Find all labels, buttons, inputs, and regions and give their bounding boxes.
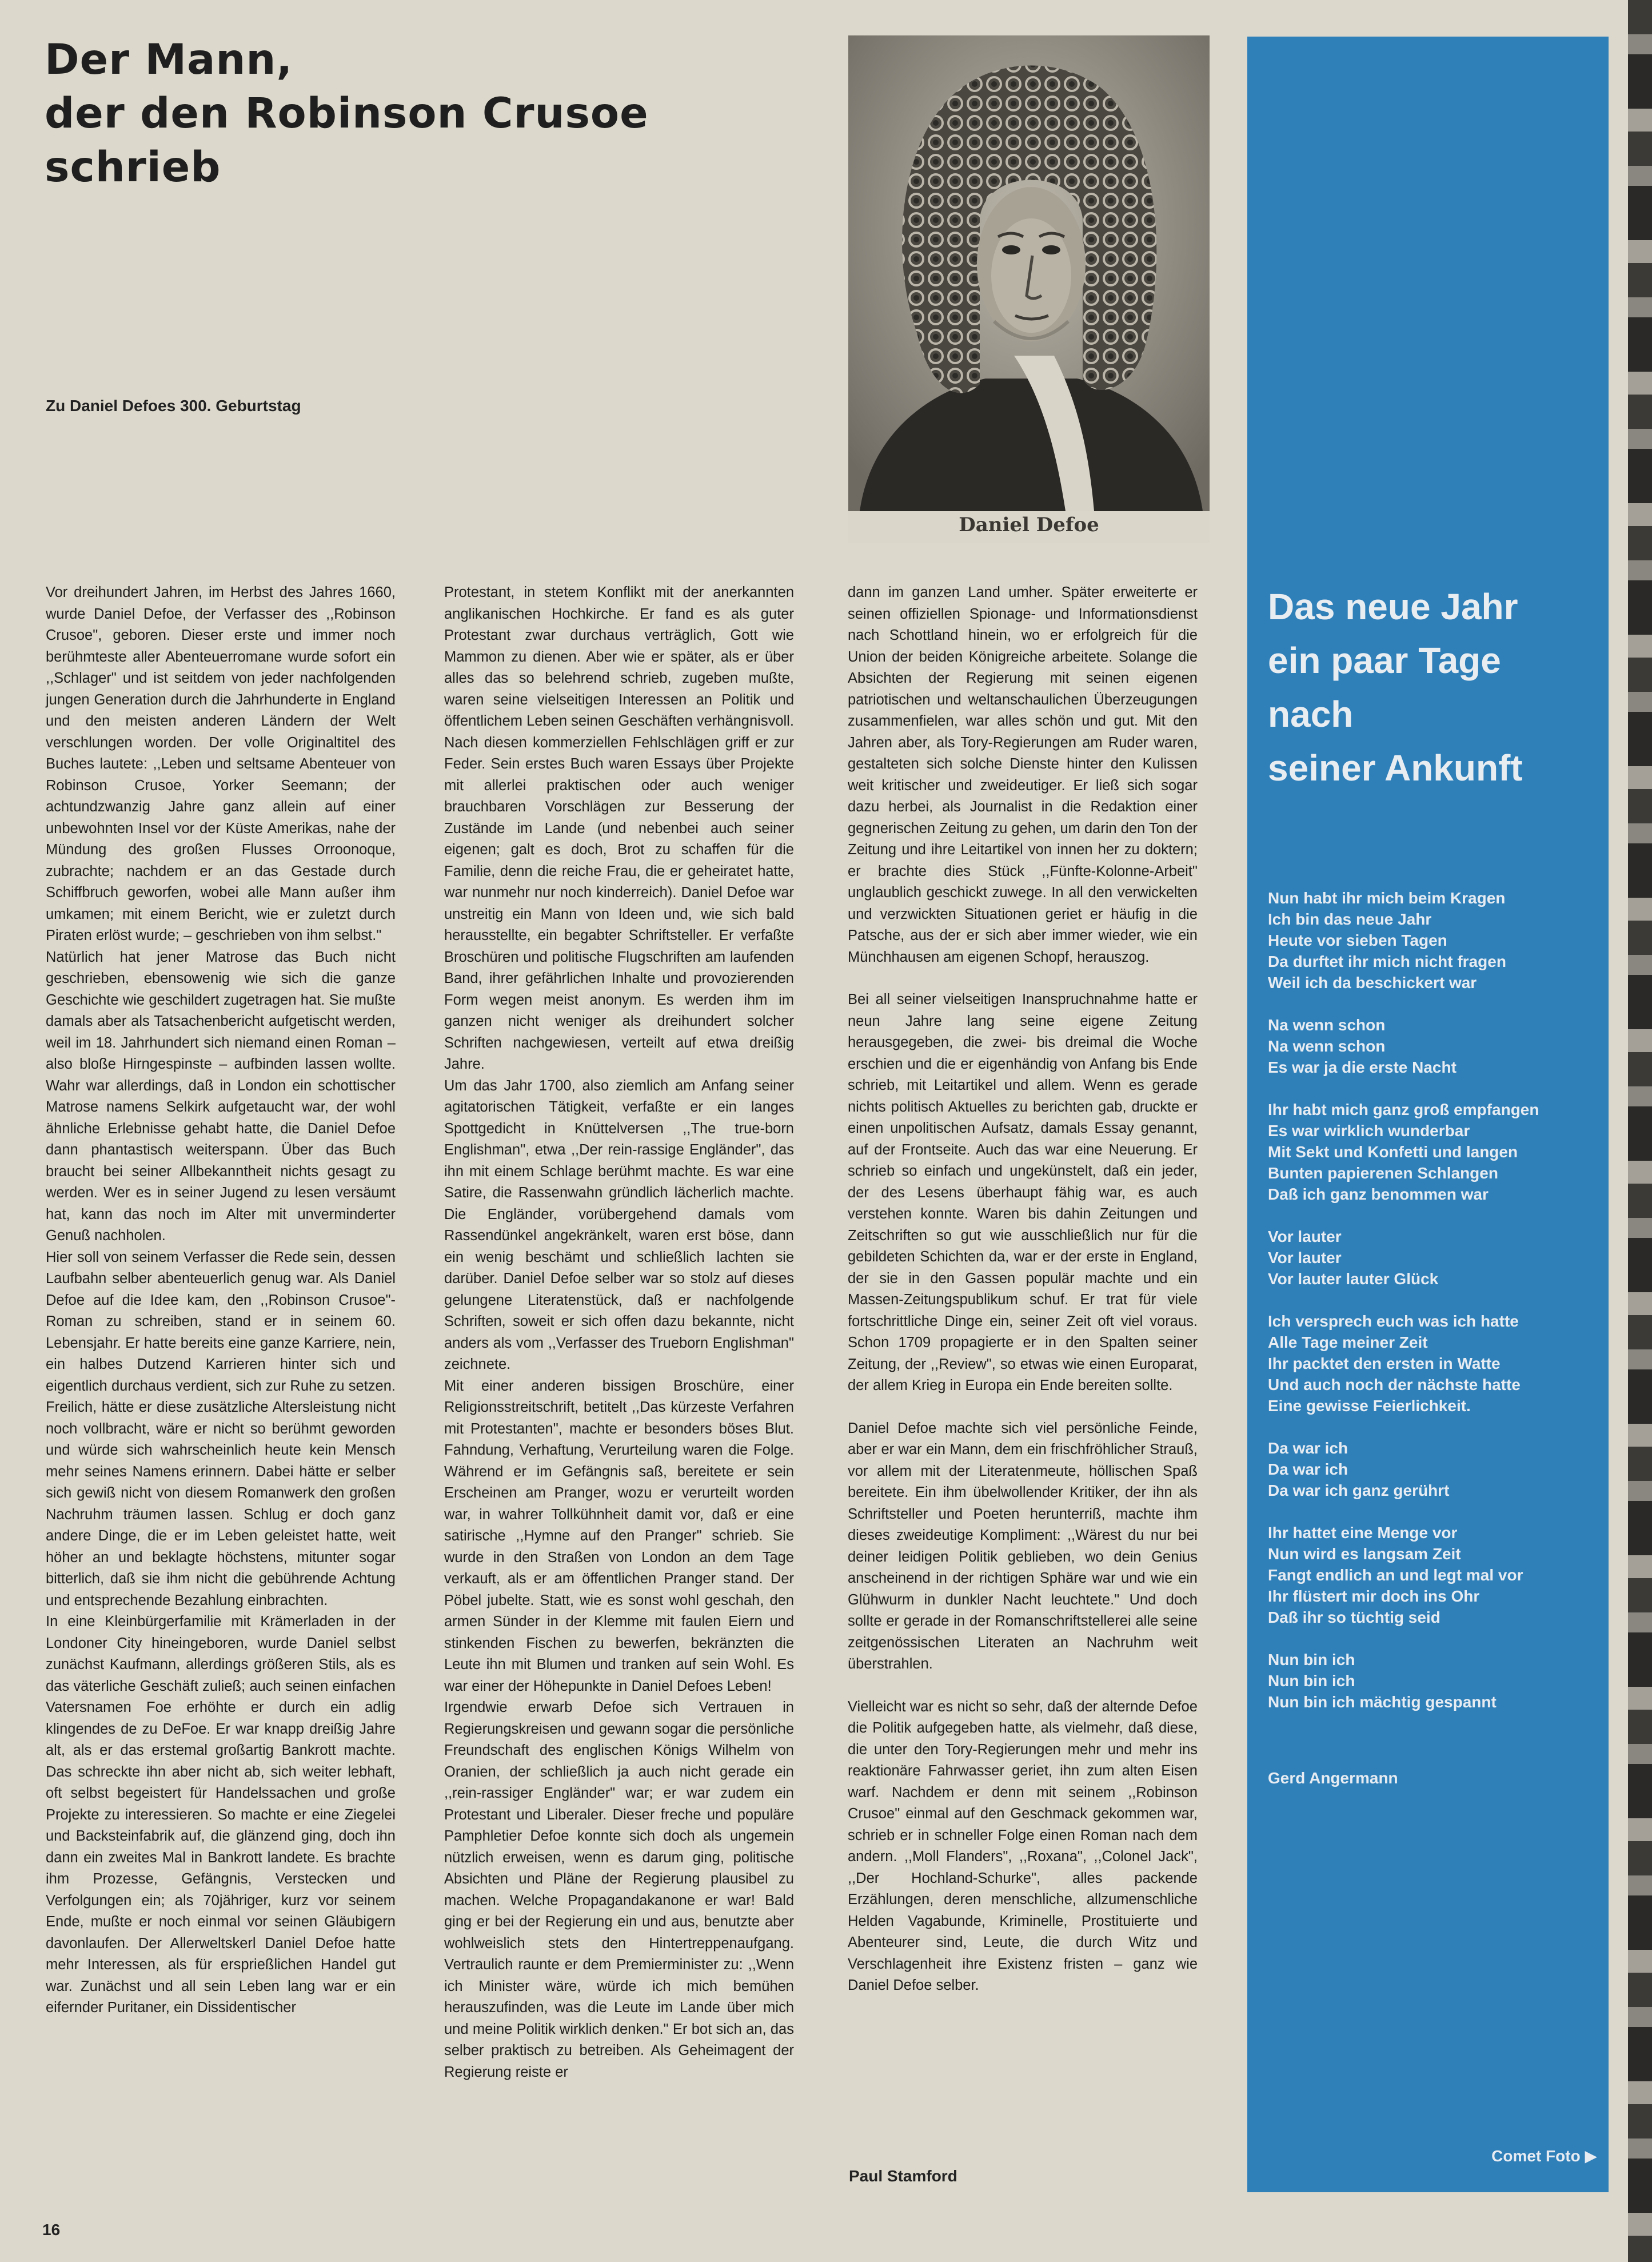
poem-line: Nun bin ich (1268, 1651, 1355, 1668)
poem-line: Heute vor sieben Tagen (1268, 931, 1447, 949)
poem-stanza (1268, 1522, 1599, 1628)
poem-line: Da war ich ganz gerührt (1268, 1482, 1450, 1499)
poem-line: Da war ich (1268, 1439, 1348, 1457)
page-number: 16 (42, 2221, 61, 2239)
poem-line: Ihr habt mich ganz groß empfangen (1268, 1101, 1539, 1118)
poem-line: Fangt endlich an und legt mal vor (1268, 1566, 1523, 1584)
portrait-engraving-icon (848, 35, 1210, 511)
poem-stanza (1268, 1649, 1599, 1713)
poem-title-line: ein paar Tage (1268, 640, 1501, 681)
paragraph: In eine Kleinbürgerfamilie mit Krämerladen in der Londoner City hineingeboren, wurde Daniel selbst zunächst Kaufmann, allerdings größeren Stils, als es das väterliche Geschäft zuließ; auch seinen einfachen Vatersnamen Foe erhöhte er durch ein adlig klingendes de zu DeFoe. Er war knapp dreißig Jahre alt, als er das erstemal großartig Bankrott machte. Das schreckte ihn aber nicht ab, sich weiter lebhaft, oft selbst begeistert für Handelssachen und große Projekte zu interessieren. So machte er eine Ziegelei und Backsteinfabrik auf, die glänzend ging, doch ihn dann ein zweites Mal in Bankrott landete. Es brachte ihm Prozesse, Gefängnis, Verstecken und Verfolgungen ein; als 70jähriger, kurz vor seinem Ende, mußte er noch einmal vor seinen Gläubigern davonlaufen. Der Allerweltskerl Daniel Defoe hatte mehr Interessen, als für ersprießlichen Handel gut war. Zunächst und all sein Leben lang war er ein eifernder Puritaner, ein Dissidentischer (46, 1614, 396, 2016)
paragraph: Irgendwie erwarb Defoe sich Vertrauen in Regierungskreisen und gewann sogar die persönliche Freundschaft des englischen Königs Wilhelm von Oranien, der schließlich ja auch nicht gerade ein ,,rein-rassiger Engländer" war; er war zudem ein Protestant und Liberaler. Dieser freche und populäre Pamphletier Defoe konnte sich doch als ungemein nützlich erweisen, wenn es darum ging, politische Absichten und Pläne der Regierung plausibel zu machen. Welche Propagandakanone er war! Bald ging er bei der Regierung ein und aus, benutzte aber wohlweislich stets den Hintertreppenaufgang. Vertraulich raunte er dem Premierminister zu: ,,Wenn ich Minister wäre, würde ich mich bemühen herauszufinden, was die Leute im Lande über mich und meine Politik wirklich denken." Er bot sich an, das selber praktisch zu betreiben. Als Geheimagent der Regierung reiste er (444, 1699, 794, 2080)
poem-author: Gerd Angermann (1268, 1769, 1398, 1787)
poem-line: Weil ich da beschickert war (1268, 974, 1477, 991)
paragraph: Nach diesen kommerziellen Fehlschlägen griff er zur Feder. Sein erstes Buch waren Essays über Projekte mit allerlei praktischen oder auch weniger brauchbaren Vorschlägen zur Besserung der Zustände im Lande (und nebenbei auch seiner eigenen; galt es doch, Brot zu schaffen für die Familie, denn die reiche Frau, die er geheiratet hatte, war nunmehr nur noch kinderreich). Daniel Defoe war unstreitig ein Mann von Ideen und, wie sich bald herausstellte, ein begabter Schriftsteller. Er verfaßte Broschüren und politische Flugschriften am laufenden Band, ihrer gefährlichen Inhalte und provozierenden Form wegen meist anonym. Es werden ihm im ganzen nicht weniger als dreihundert solcher Schriften nachgewiesen, verteilt auf etwa dreißig Jahre. (444, 734, 794, 1072)
poem-line: Da durftet ihr mich nicht fragen (1268, 953, 1506, 970)
article-column-1 (46, 582, 396, 2019)
portrait-caption: Daniel Defoe (959, 513, 1099, 536)
poem-line: Na wenn schon (1268, 1016, 1386, 1034)
poem-line: Nun bin ich mächtig gespannt (1268, 1693, 1497, 1711)
poem-line: Bunten papierenen Schlangen (1268, 1164, 1498, 1182)
poem-line: Nun bin ich (1268, 1672, 1355, 1690)
poem-line: Daß ihr so tüchtig seid (1268, 1608, 1440, 1626)
paragraph: Um das Jahr 1700, also ziemlich am Anfang seiner agitatorischen Tätigkeit, verfaßte er ein langes Spottgedicht in Knüttelversen ,,The true-born Englishman", etwa ,,Der rein-rassige Engländer", das ihn mit einem Schlage berühmt machte. Es war eine Satire, die Rassenwahn gründlich lächerlich machte. Die Engländer, vorübergehend damals vom Rassendünkel angekränkelt, waren erst böse, dann ein wenig beschämt und schließlich lachten sie darüber. Daniel Defoe selber war so stolz auf dieses gelungene Literatenstück, daß er nachfolgende Schriften, soweit er sich offen dazu bekannte, nicht anders als vom ,,Verfasser des Trueborn Englishman" zeichnete. (444, 1077, 794, 1372)
paragraph: Hier soll von seinem Verfasser die Rede sein, dessen Laufbahn selber abenteuerlich genug war. Als Daniel Defoe auf die Idee kam, den ,,Robinson Crusoe"-Roman zu schreiben, stand er in seinem 60. Lebensjahr. Er hatte bereits eine ganze Karriere, nein, ein halbes Dutzend Karrieren hinter sich und eigentlich durchaus verdient, sich zur Ruhe zu setzen. Freilich, hätte er diese zusätzliche Altersleistung nicht noch vollbracht, wäre er nicht so berühmt geworden und würde sich wahrscheinlich heute kein Mensch mehr seines Namens erinnern. Dabei hätte er selber sich gewiß nicht von diesem Romanwerk den großen Nachruhm träumen lassen. Schlug er doch ganz andere Dinge, die er im Leben geleistet hatte, weit höher an und beklagte höchstens, mitunter sogar bitterlich, daß sie ihm nicht die gebührende Achtung und entsprechende Bezahlung einbrachten. (46, 1249, 396, 1608)
poem-line: Und auch noch der nächste hatte (1268, 1376, 1521, 1393)
poem-body (1268, 887, 1599, 1734)
poem-line: Nun habt ihr mich beim Kragen (1268, 889, 1506, 907)
article-subtitle: Zu Daniel Defoes 300. Geburtstag (46, 397, 301, 415)
poem-title-line: seiner Ankunft (1268, 747, 1523, 788)
poem-line: Ihr packtet den ersten in Watte (1268, 1355, 1501, 1372)
poem-stanza (1268, 1437, 1599, 1501)
poem-stanza (1268, 1311, 1599, 1416)
poem-line: Es war wirklich wunderbar (1268, 1122, 1470, 1140)
article-column-2 (444, 582, 794, 2083)
article-column-3 (848, 582, 1198, 1997)
poem-line: Es war ja die erste Nacht (1268, 1058, 1457, 1076)
poem-line: Ich bin das neue Jahr (1268, 910, 1432, 928)
poem-title (1268, 580, 1599, 795)
paragraph: dann im ganzen Land umher. Später erweiterte er seinen offiziellen Spionage- und Informationsdienst nach Schottland hinein, wo er erfolgreich für die Union der beiden Königreiche arbeitete. Solange die Absichten der Regierung mit seinen eigenen patriotischen und weltanschaulichen Überzeugungen zusammenfielen, war alles schön und gut. Mit den Jahren aber, als Tory-Regierungen am Ruder waren, gestalteten sich solche Dienste hinter den Kulissen weit kritischer und zweideutiger. Er ließ sich sogar dazu herbei, als Journalist in die Redaktion einer gegnerischen Zeitung zu gehen, um darin den Ton der Zeitung und ihre Leitartikel von innen her zu doktern; er brachte dies Stück ,,Fünfte-Kolonne-Arbeit" unglaublich geschickt zuwege. In all den verwickelten und verzwickten Situationen geriet er häufig in die Patsche, aus der er sich aber immer wieder, wie ein Münchhausen am eigenen Schopf, herauszog. (848, 584, 1198, 965)
article-byline: Paul Stamford (849, 2167, 957, 2185)
paragraph: Vor dreihundert Jahren, im Herbst des Jahres 1660, wurde Daniel Defoe, der Verfasser des ,,Robinson Crusoe", geboren. Dieser erste und immer noch berühmteste aller Abenteuerromane wurde sofort ein ,,Schlager" und ist seitdem von jeder nachfolgenden jungen Generation durch die Jahrhunderte in England und den meisten anderen Ländern der Welt verschlungen worden. Der volle Originaltitel des Buches lautete: ,,Leben und seltsame Abenteuer von Robinson Crusoe, Yorker Seemann; der achtundzwanzig Jahre ganz allein auf einer unbewohnten Insel vor der Küste Amerikas, nahe der Mündung des großen Flusses Orroonoque, zubrachte; nachdem er an das Gestade durch Schiffbruch geworfen, wobei alle Mann außer ihm umkamen; mit einem Bericht, wie er zuletzt durch Piraten erlöst wurde; – geschrieben von ihm selbst." (46, 584, 396, 943)
poem-title-line: Das neue Jahr (1268, 586, 1518, 627)
poem-line: Ihr hattet eine Menge vor (1268, 1524, 1458, 1542)
title-line-2: der den Robinson Crusoe schrieb (45, 89, 649, 192)
poem-stanza (1268, 1014, 1599, 1078)
paragraph: Daniel Defoe machte sich viel persönliche Feinde, aber er war ein Mann, dem ein frischfröhlicher Strauß, vor allem mit der Literatenmeute, höllischen Spaß bereitete. Ein ihm übelwollender Kritiker, der ihn als Schriftsteller und Poeten herunterriß, machte ihm dieses zweideutige Kompliment: ,,Wärest du nur bei deiner leidigen Politik geblieben, wo dein Genius anscheinend in der richtigen Sphäre war und wie ein Glühwurm in dunkler Nacht leuchtete." Und doch sollte er gerade in der Romanschriftstellerei alle seine zeitgenössischen Literaten an Nachruhm weit überstrahlen. (848, 1420, 1198, 1672)
paragraph: Vielleicht war es nicht so sehr, daß der alternde Defoe die Politik aufgegeben hatte, als vielmehr, daß diese, die unter den Tory-Regierungen mehr und mehr ins reaktionäre Fahrwasser geriet, ihn zum alten Eisen warf. Nachdem er denn mit seinem ,,Robinson Crusoe" einmal auf den Geschmack gekommen war, schrieb er in schneller Folge einen Roman nach dem andern. ,,Moll Flanders", ,,Roxana", ,,Colonel Jack", ,,Der Hochland-Schurke", alles packende Erzählungen, deren menschliche, allzumenschliche Helden Vagabunde, Kriminelle, Prostituierte und Abenteurer sind, Leute, die durch Witz und Verschlagenheit ihre Existenz fristen – ganz wie Daniel Defoe selber. (848, 1698, 1198, 1993)
poem-stanza (1268, 1099, 1599, 1205)
adjacent-page-edge (1628, 0, 1652, 2262)
poem-line: Mit Sekt und Konfetti und langen (1268, 1143, 1518, 1161)
title-line-1: Der Mann, (45, 35, 293, 84)
poem-line: Daß ich ganz benommen war (1268, 1185, 1489, 1203)
paragraph: Protestant, in stetem Konflikt mit der anerkannten anglikanischen Hochkirche. Er fand es als guter Protestant zwar durchaus verträglich, Gott wie Mammon zu dienen. Aber wie er später, als er über alles das so belehrend schrieb, zugeben mußte, waren seine vielseitigen Interessen an Politik und öffentlichem Leben seinen Geschäften verhängnisvoll. (444, 584, 794, 729)
poem-line: Eine gewisse Feierlichkeit. (1268, 1397, 1471, 1415)
poem-title-line: nach (1268, 694, 1354, 735)
poem-panel (1247, 37, 1609, 2192)
poem-line: Da war ich (1268, 1460, 1348, 1478)
poem-stanza (1268, 1226, 1599, 1289)
poem-line: Vor lauter lauter Glück (1268, 1270, 1439, 1288)
poem-line: Ich versprech euch was ich hatte (1268, 1312, 1519, 1330)
paragraph: Bei all seiner vielseitigen Inanspruchnahme hatte er neun Jahre lang seine eigene Zeitung herausgegeben, die zwei- bis dreimal die Woche erschien und die er eigenhändig von Anfang bis Ende schrieb, mit Leitartikel und allem. Wenn es gerade nichts politisch Aktuelles zu berichten gab, druckte er einen unpolitischen Aufsatz, damals Essay genannt, auf der Frontseite. Auch das war eine Neuerung. Er schrieb so einfach und ungekünstelt, daß ein jeder, der des Lesens überhaupt fähig war, es auch verstehen konnte. Waren bis dahin Zeitungen und Zeitschriften so gut wie ausschließlich nur für die gebildeten Schichten da, war er der erste in England, der sie in den Gassen populär machte und ein Massen-Zeitungspublikum schuf. Er trat für viele fortschrittliche Dinge ein, seiner Zeit oft viel voraus. Schon 1709 propagierte er in den Spalten seiner Zeitung, der ,,Review", so etwas wie einen Europarat, der allem Krieg in Europa ein Ende bereiten sollte. (848, 991, 1198, 1393)
paragraph: Natürlich hat jener Matrose das Buch nicht geschrieben, ebensowenig wie sich die ganze Geschichte wie geschildert zugetragen hat. Sie mußte damals aber als Tatsachenbericht aufgetischt werden, weil im 18. Jahrhundert sich niemand einen Roman – also bloße Hirngespinste – aufbinden lassen wollte. Wahr war allerdings, daß in London ein schottischer Matrose namens Selkirk aufgetaucht war, der wohl ähnliche Erlebnisse gehabt hatte, die Daniel Defoe dann phantastisch weiterspann. Über das Buch braucht bei seiner Allbekanntheit nichts gesagt zu werden. Wer es in seiner Jugend zu lesen versäumt hat, kann das noch im Alter mit unverminderter Genuß nachholen. (46, 949, 396, 1244)
poem-stanza (1268, 887, 1599, 993)
poem-line: Vor lauter (1268, 1249, 1342, 1267)
paragraph: Mit einer anderen bissigen Broschüre, einer Religionsstreitschrift, betitelt ,,Das kürzeste Verfahren mit Protestanten", machte er besonders böses Blut. Fahndung, Verhaftung, Verurteilung waren die Folge. Während er im Gefängnis saß, bereitete er sein Erscheinen am Pranger, wozu er verurteilt worden war, in wahrer Tollkühnheit damit vor, daß er eine satirische ,,Hymne auf den Pranger" schrieb. Sie wurde in den Straßen von London an dem Tage verkauft, als er am öffentlichen Pranger stand. Der Pöbel jubelte. Statt, wie es sonst wohl geschah, den armen Sünder in der Klemme mit faulen Eiern und stinkenden Fischen zu bewerfen, bekränzten die Leute ihn mit Blumen und tranken auf sein Wohl. Es war einer der Höhepunkte in Daniel Defoes Leben! (444, 1377, 794, 1694)
portrait-image (848, 35, 1210, 543)
poem-line: Ihr flüstert mir doch ins Ohr (1268, 1587, 1480, 1605)
poem-line: Alle Tage meiner Zeit (1268, 1333, 1428, 1351)
poem-line: Nun wird es langsam Zeit (1268, 1545, 1461, 1563)
photo-credit: Comet Foto ▶ (1491, 2147, 1597, 2165)
article-title (45, 33, 788, 194)
poem-line: Vor lauter (1268, 1228, 1342, 1245)
poem-line: Na wenn schon (1268, 1037, 1386, 1055)
